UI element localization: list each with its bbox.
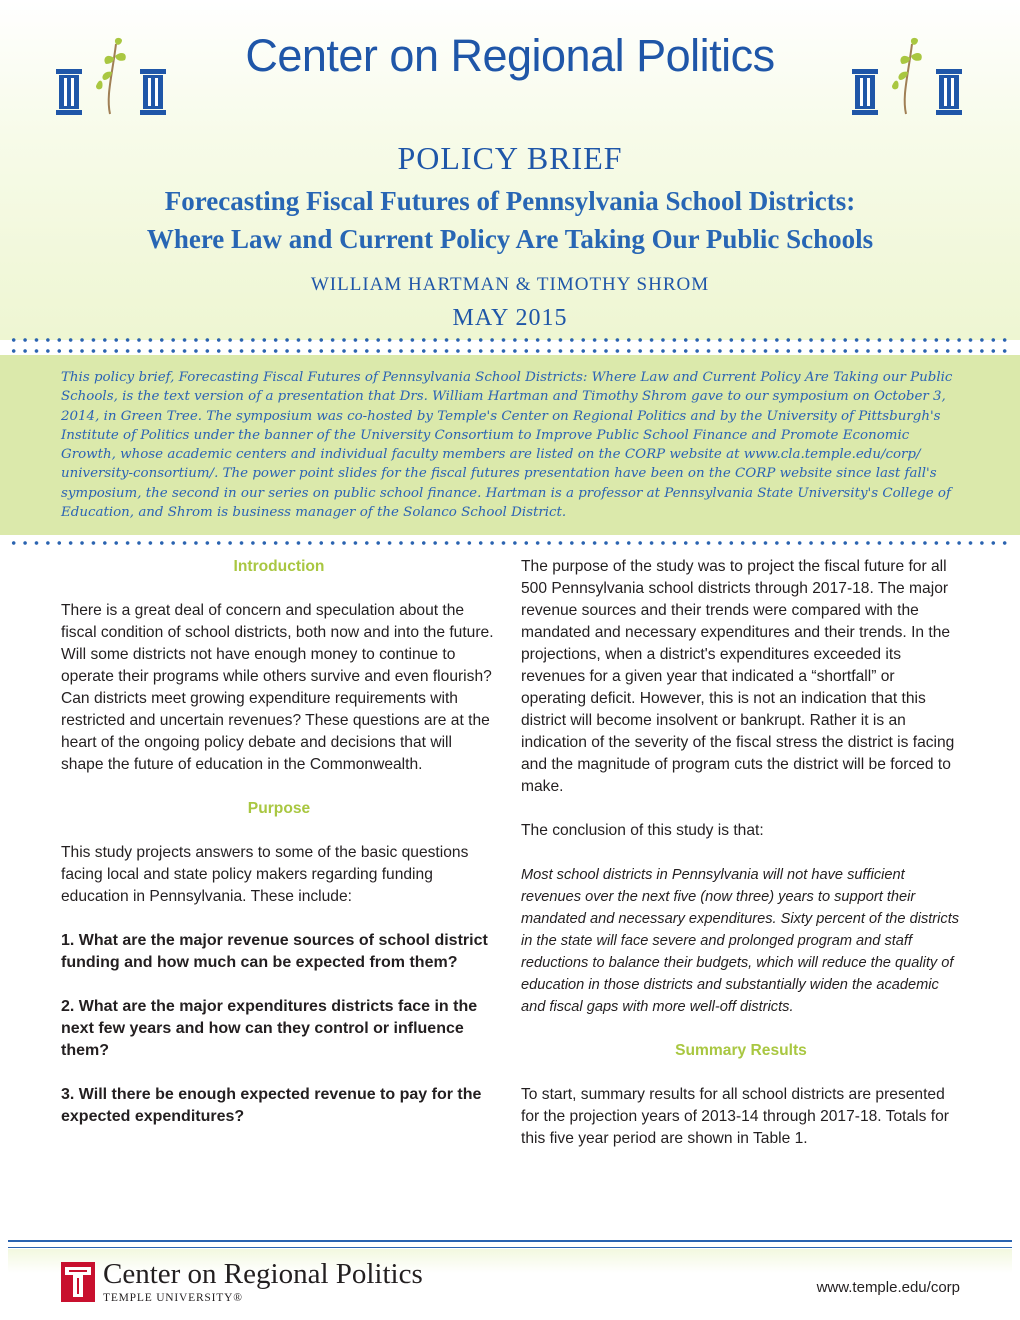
brief-title xyxy=(40,182,980,258)
abstract-band xyxy=(0,355,1020,535)
purpose-text: This study projects answers to some of the basic questions facing local and state policy makers regarding funding education in Pennsylvania. These include: xyxy=(61,844,469,905)
publication-date: MAY 2015 xyxy=(452,305,568,331)
left-column xyxy=(61,556,497,1128)
conclusion-intro: The conclusion of this study is that: xyxy=(521,822,764,839)
brief-title-line-2: Where Law and Current Policy Are Taking Our Public Schools xyxy=(146,224,874,254)
purpose-heading: Purpose xyxy=(247,800,311,817)
question-2: 2. What are the major expenditures districts face in the next few years and how can they control or influence them? xyxy=(61,998,478,1059)
dotted-divider xyxy=(8,337,1012,343)
footer-rule xyxy=(8,1247,1012,1248)
column-icon xyxy=(936,36,962,116)
conclusion-text: Most school districts in Pennsylvania will not have sufficient revenues over the next five (now three) years to support their mandated and necessary expenditures. Sixty percent of the districts in the state will face severe and prolonged program and staff reductions to balance their budgets, which will reduce the quality of education in those districts and substantially widen the academic and fiscal gaps with more well-off districts. xyxy=(521,867,960,1015)
right-column xyxy=(521,556,961,1150)
temple-t-icon xyxy=(61,1262,95,1302)
question-1: 1. What are the major revenue sources of school district funding and how much can be expected from them? xyxy=(61,932,488,971)
brief-title-line-1: Forecasting Fiscal Futures of Pennsylvania School Districts: xyxy=(164,186,856,216)
header-logo-right xyxy=(852,36,962,116)
header-band xyxy=(0,0,1020,340)
introduction-text: There is a great deal of concern and speculation about the fiscal condition of school districts, both now and into the future. Will some districts not have enough money to continue to operate their programs while others survive and even flourish? Can districts meet growing expenditure requirements with restricted and uncertain revenues? These questions are at the heart of the ongoing policy debate and decisions that will shape the future of education in the Commonwealth. xyxy=(61,602,494,773)
column-icon xyxy=(852,36,878,116)
org-title: Center on Regional Politics xyxy=(245,30,775,81)
purpose-continued-text: The purpose of the study was to project the fiscal future for all 500 Pennsylvania school districts through 2017-18. The major revenue sources and their trends were compared with the mandated and necessary expenditures and their trends. In the projections, when a district's expenditures exceeded its revenues for a given year that indicated a “shortfall” or operating deficit. However, this is not an indication that this district will become insolvent or bankrupt. Rather it is an indication of the severity of the fiscal stress the district is facing and the magnitude of program cuts the district will be forced to make. xyxy=(521,558,955,795)
authors: WILLIAM HARTMAN & TIMOTHY SHROM xyxy=(310,274,710,295)
dotted-divider xyxy=(8,540,1012,546)
footer-university: TEMPLE UNIVERSITY® xyxy=(103,1292,243,1304)
question-3: 3. Will there be enough expected revenue to pay for the expected expenditures? xyxy=(61,1086,482,1125)
policy-brief-label: POLICY BRIEF xyxy=(397,140,623,176)
summary-results-text: To start, summary results for all school districts are presented for the projection years of 2013-14 through 2017-18. Totals for this five year period are shown in Table 1. xyxy=(521,1086,949,1147)
footer-org-name: Center on Regional Politics xyxy=(103,1258,423,1290)
footer-rule xyxy=(8,1240,1012,1242)
dotted-divider xyxy=(8,348,1012,354)
abstract-text: This policy brief, Forecasting Fiscal Futures of Pennsylvania School Districts: Where Law and Current Policy Are Taking our Public Schools, is the text version of a presentation that Drs. William Hartman and Timothy Shrom gave to our symposium on October 3, 2014, in Green Tree. The symposium was co-hosted by Temple's Center on Regional Politics and by the University of Pittsburgh's Institute of Politics under the banner of the University Consortium to Improve Public School Finance and Promote Economic Growth, whose academic centers and individual faculty members are listed on the CORP website at www.cla.temple.edu/corp/ university-consortium/. The power point slides for the fiscal futures presentation have been on the CORP website since last fall's symposium, the second in our series on public school finance. Hartman is a professor at Pennsylvania State University's College of Education, and Shrom is business manager of the Solanco School District. xyxy=(61,370,953,521)
introduction-heading: Introduction xyxy=(233,558,325,575)
footer-url: www.temple.edu/corp xyxy=(816,1279,960,1296)
summary-results-heading: Summary Results xyxy=(675,1042,807,1059)
sprout-icon xyxy=(888,36,928,116)
